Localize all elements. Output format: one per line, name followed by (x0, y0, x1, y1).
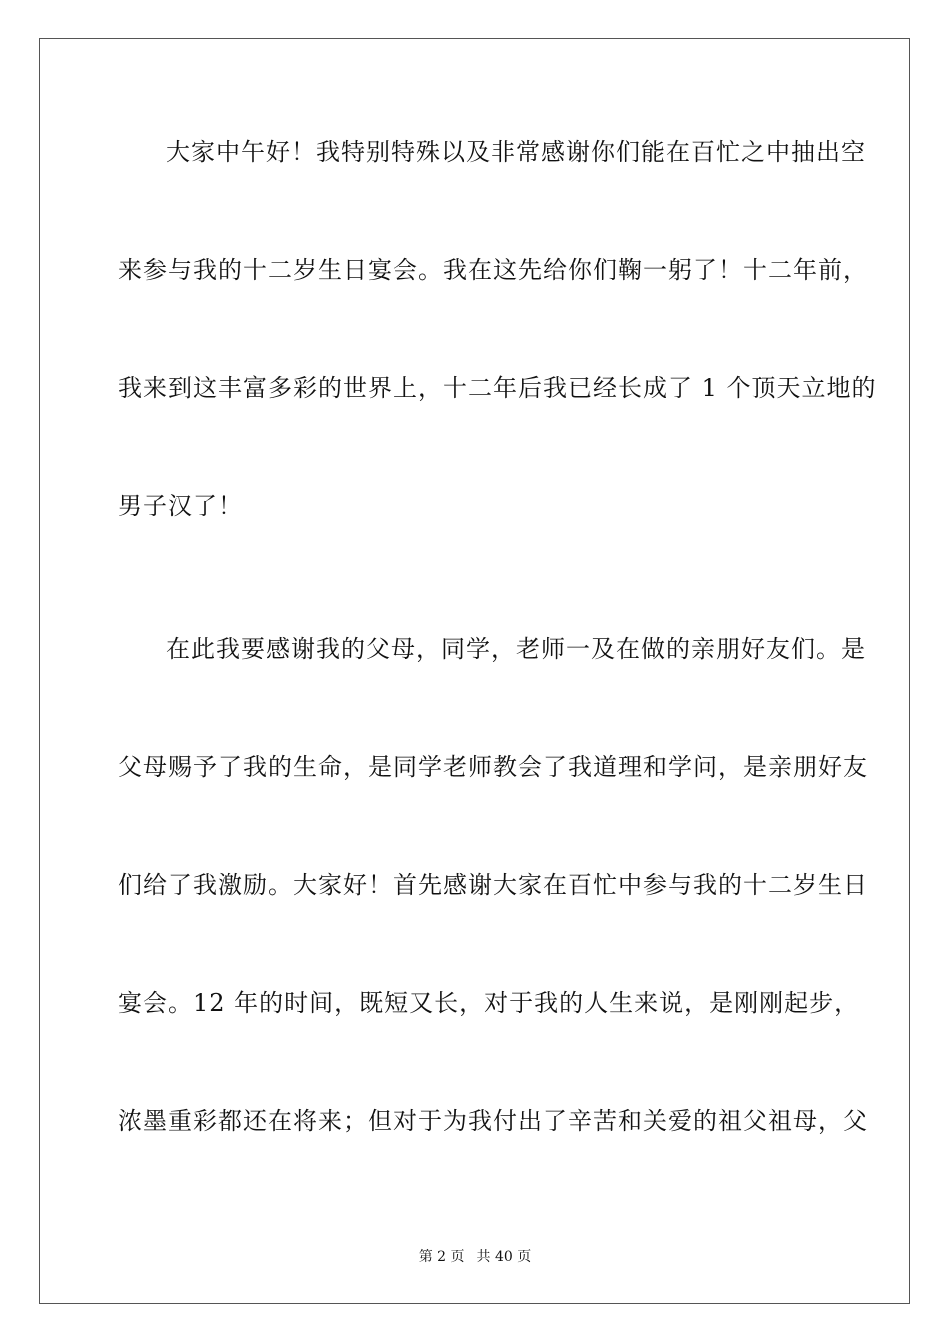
page-footer (0, 1248, 950, 1266)
paragraph-1-line-4: 男子汉了！ (118, 492, 243, 520)
paragraph-2-line-5: 浓墨重彩都还在将来；但对于为我付出了辛苦和关爱的祖父祖母，父 (118, 1107, 868, 1135)
page-total: 共 40 页 (476, 1249, 532, 1265)
paragraph-2-line-3: 们给了我激励。大家好！首先感谢大家在百忙中参与我的十二岁生日 (118, 871, 868, 899)
paragraph-1-line-3: 我来到这丰富多彩的世界上，十二年后我已经长成了 1 个顶天立地的 (118, 374, 877, 402)
paragraph-1-line-1: 大家中午好！我特别特殊以及非常感谢你们能在百忙之中抽出空 (166, 138, 866, 166)
paragraph-2-line-1: 在此我要感谢我的父母，同学，老师一及在做的亲朋好友们。是 (166, 635, 866, 663)
paragraph-2-line-2: 父母赐予了我的生命，是同学老师教会了我道理和学问，是亲朋好友 (118, 753, 868, 781)
paragraph-2-line-4: 宴会。12 年的时间，既短又长，对于我的人生来说，是刚刚起步， (118, 989, 860, 1017)
paragraph-1-line-2: 来参与我的十二岁生日宴会。我在这先给你们鞠一躬了！十二年前， (118, 256, 868, 284)
page-number: 第 2 页 (418, 1249, 465, 1265)
